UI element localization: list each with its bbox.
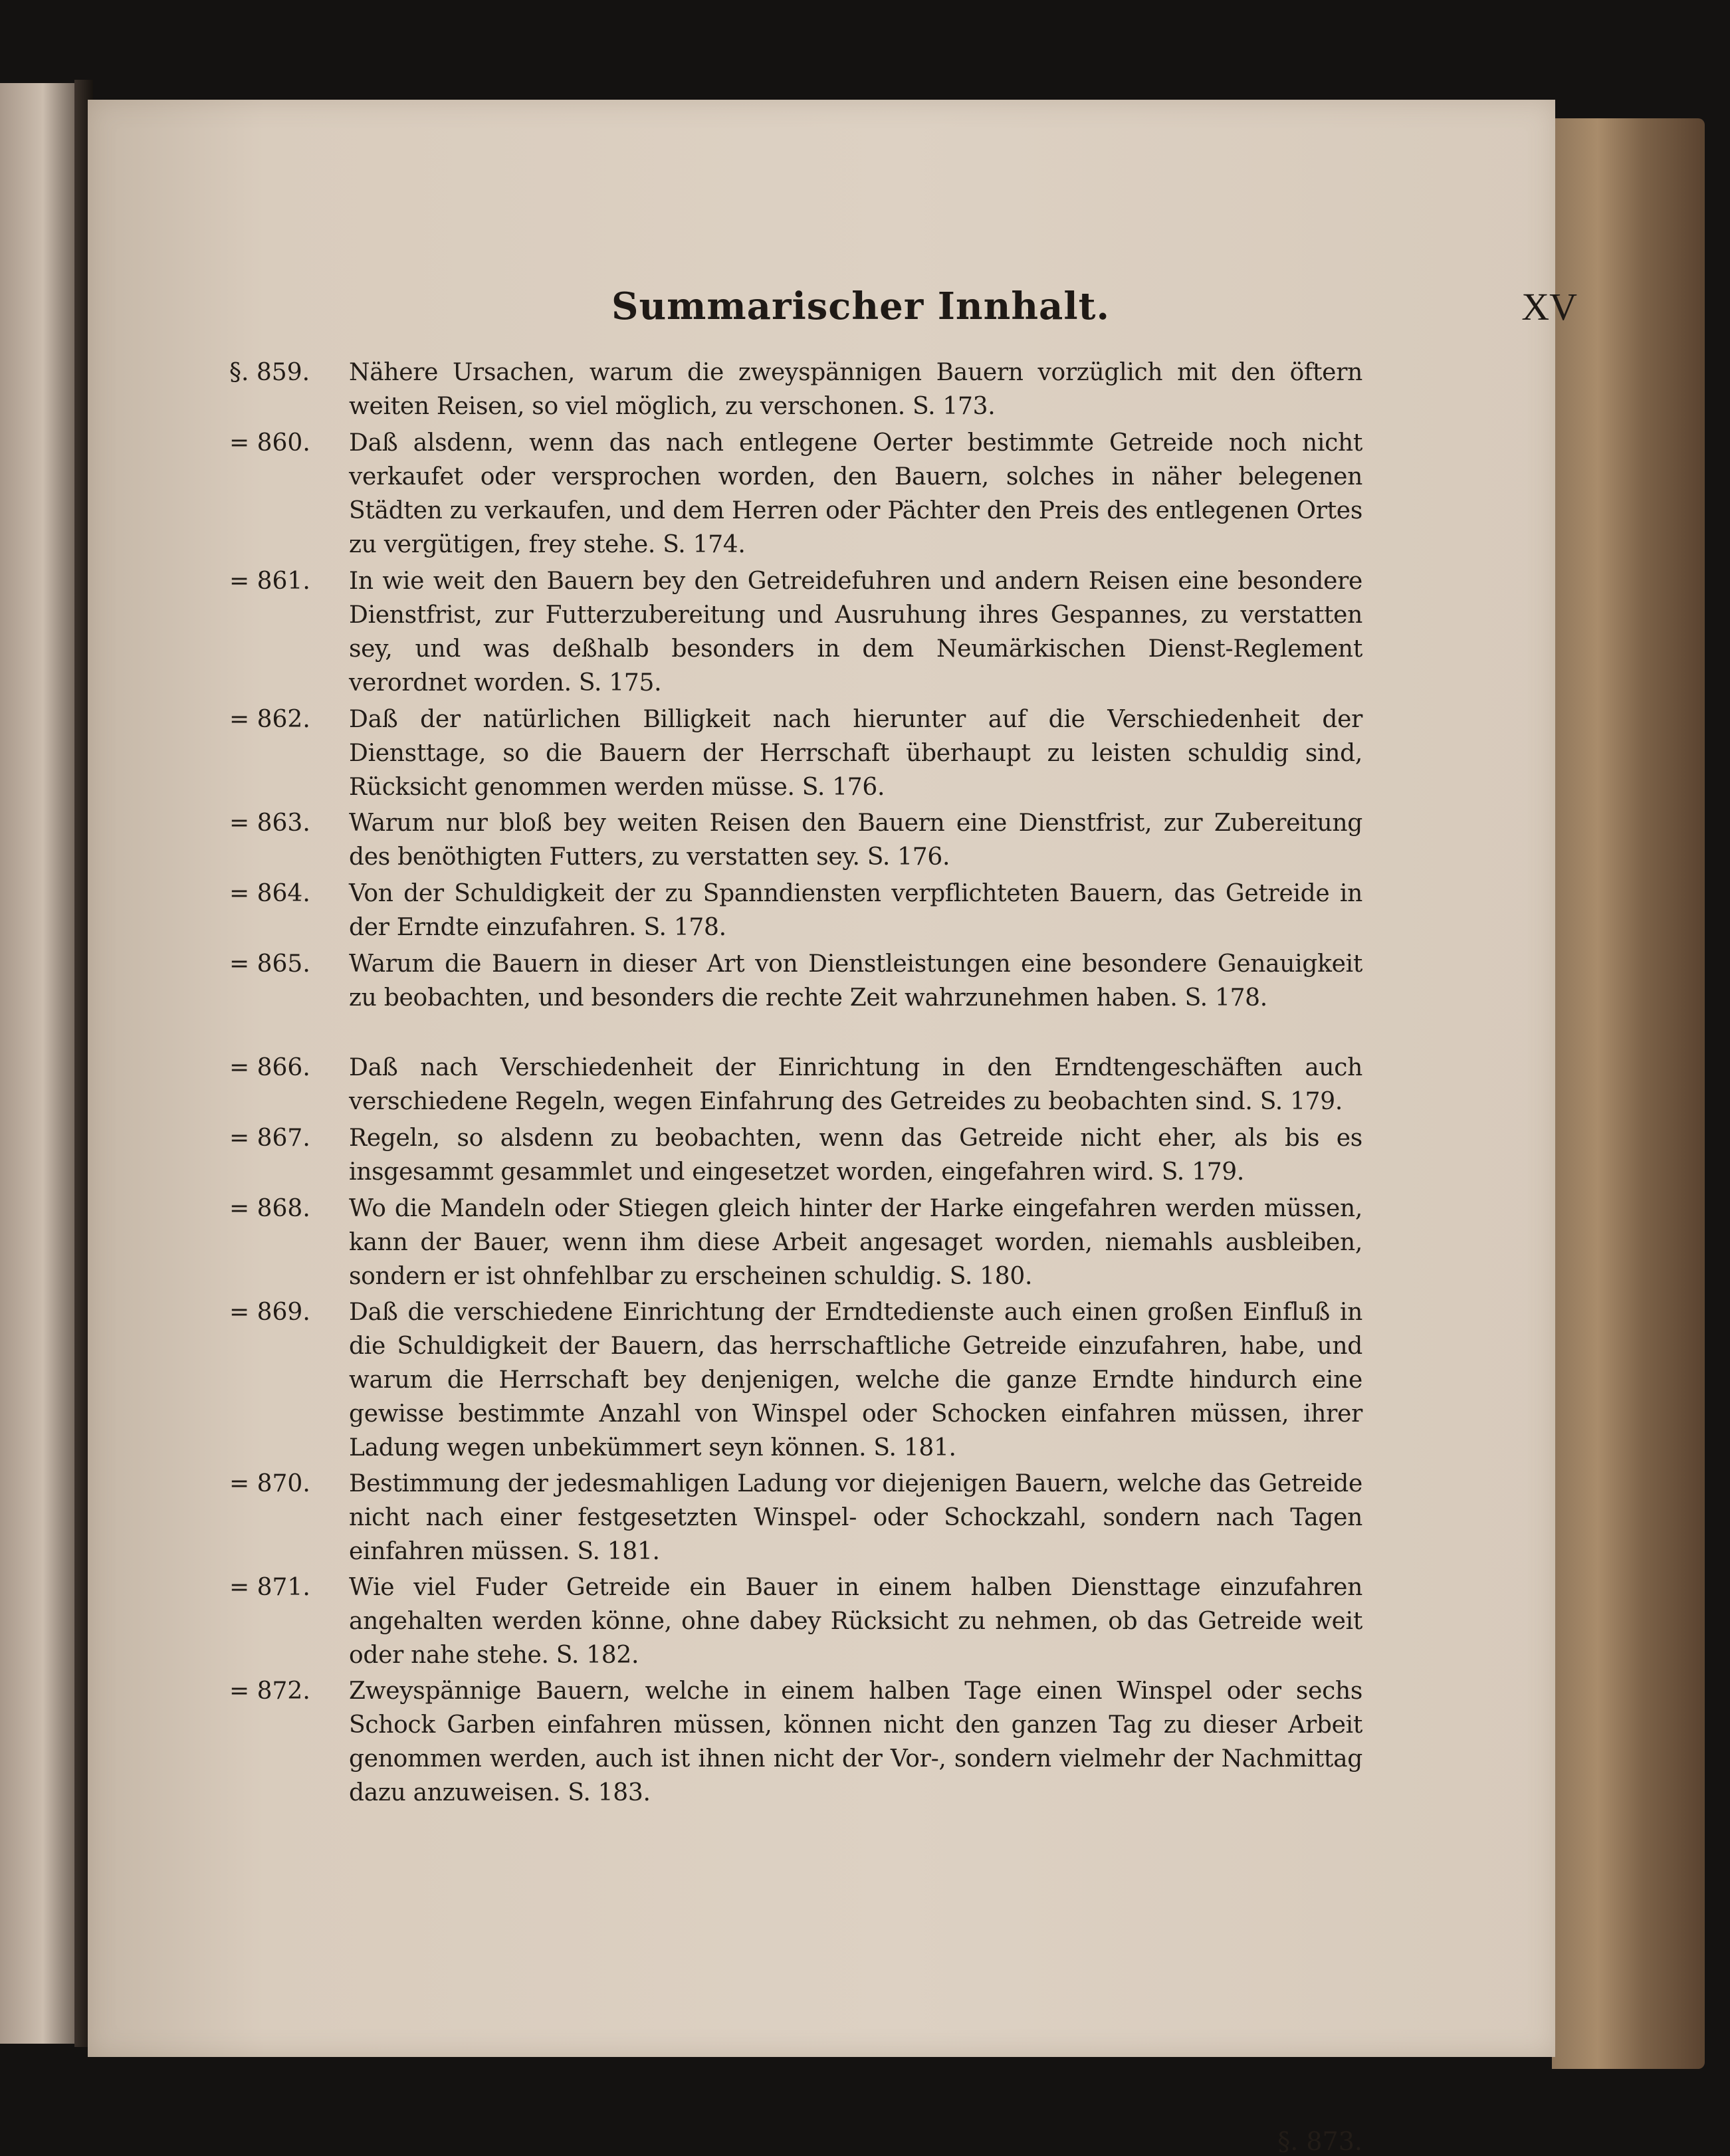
page-number: XV — [1521, 285, 1577, 328]
section-number: = 861. — [229, 568, 310, 595]
left-page-edge — [0, 83, 78, 2044]
section-summary: Nähere Ursachen, warum die zweyspännigen Bauern vorzüglich mit den öftern weiten Reisen, so viel möglich, zu verschonen. S. 173. — [349, 359, 1362, 420]
section-number: = 860. — [229, 429, 310, 457]
section-summary: Daß die verschiedene Einrichtung der Erndtedienste auch einen großen Einfluß in die Schuldigkeit der Bauern, das herrschaftliche Getreide einzufahren, habe, und warum die Herrschaft bey denjenigen, welche die ganze Erndte hindurch eine gewisse bestimmte Anzahl von Winspel oder Schocken einfahren müssen, ihrer Ladung wegen unbekümmert seyn können. S. 181. — [349, 1299, 1362, 1461]
section-summary: Daß der natürlichen Billigkeit nach hierunter auf die Verschiedenheit der Diensttage, so die Bauern der Herrschaft überhaupt zu leisten schuldig sind, Rücksicht genommen werden müsse. S. 176. — [349, 706, 1362, 801]
list-item — [229, 806, 1362, 875]
section-summary: Daß alsdenn, wenn das nach entlegene Oerter bestimmte Getreide noch nicht verkaufet oder versprochen worden, den Bauern, solches in näher belegenen Städten zu verkaufen, und dem Herren oder Pächter den Preis des entlegenen Ortes zu vergütigen, frey stehe. S. 174. — [349, 429, 1362, 558]
list-item — [229, 702, 1362, 805]
list-item — [229, 564, 1362, 701]
section-summary: In wie weit den Bauern bey den Getreidefuhren und andern Reisen eine besondere Dienstfrist, zur Futterzubereitung und Ausruhung ihres Gespannes, zu verstatten sey, und was deßhalb besonders in dem Neumärkischen Dienst-Reglement verordnet worden. S. 175. — [349, 568, 1362, 697]
list-item — [229, 1674, 1362, 1811]
section-summary: Von der Schuldigkeit der zu Spanndiensten verpflichteten Bauern, das Getreide in der Erndte einzufahren. S. 178. — [349, 880, 1362, 941]
section-number: = 869. — [229, 1299, 310, 1326]
section-summary: Wo die Mandeln oder Stiegen gleich hinter der Harke eingefahren werden müssen, kann der Bauer, wenn ihm diese Arbeit angesaget worden, niemahls ausbleiben, sondern er ist ohnfehlbar zu erscheinen schuldig. S. 180. — [349, 1195, 1362, 1290]
page-header — [346, 284, 1577, 338]
list-item — [229, 1051, 1362, 1120]
section-number: = 871. — [229, 1574, 310, 1601]
section-summary: Regeln, so alsdenn zu beobachten, wenn das Getreide nicht eher, als bis es insgesammt gesammlet und eingesetzet worden, eingefahren wird. S. 179. — [349, 1125, 1362, 1186]
section-number: = 864. — [229, 880, 310, 907]
list-item — [229, 877, 1362, 946]
running-title: Summarischer Innhalt. — [611, 284, 1110, 328]
list-item — [229, 1295, 1362, 1465]
section-number: = 863. — [229, 809, 310, 837]
section-number: §. 859. — [229, 359, 310, 386]
list-item — [229, 1192, 1362, 1294]
section-summary: Wie viel Fuder Getreide ein Bauer in einem halben Diensttage einzufahren angehalten werden könne, ohne dabey Rücksicht zu nehmen, ob das Getreide weit oder nahe stehe. S. 182. — [349, 1574, 1362, 1669]
section-number: = 866. — [229, 1054, 310, 1081]
list-item — [229, 356, 1362, 425]
section-number: = 865. — [229, 950, 310, 978]
catchword: §. 873. — [1277, 2127, 1362, 2156]
section-summary: Warum die Bauern in dieser Art von Dienstleistungen eine besondere Genauigkeit zu beobachten, und besonders die rechte Zeit wahrzunehmen haben. S. 178. — [349, 950, 1362, 1012]
section-number: = 868. — [229, 1195, 310, 1222]
section-number: = 862. — [229, 706, 310, 733]
section-summary: Zweyspännige Bauern, welche in einem halben Tage einen Winspel oder sechs Schock Garben einfahren müssen, können nicht den ganzen Tag zu dieser Arbeit genommen werden, auch ist ihnen nicht der Vor-, sondern vielmehr der Nachmittag dazu anzuweisen. S. 183. — [349, 1677, 1362, 1806]
section-number: = 870. — [229, 1470, 310, 1497]
section-number: = 867. — [229, 1125, 310, 1152]
section-summary: Daß nach Verschiedenheit der Einrichtung in den Erndtengeschäften auch verschiedene Regeln, wegen Einfahrung des Getreides zu beobachten sind. S. 179. — [349, 1054, 1362, 1115]
list-item — [229, 1467, 1362, 1569]
book-cover-edge — [1552, 118, 1705, 2069]
list-item — [229, 426, 1362, 563]
list-item — [229, 1570, 1362, 1673]
table-of-contents — [229, 356, 1362, 2156]
section-summary: Bestimmung der jedesmahligen Ladung vor diejenigen Bauern, welche das Getreide nicht nach einer festgesetzten Winspel- oder Schockzahl, sondern nach Tagen einfahren müssen. S. 181. — [349, 1470, 1362, 1565]
list-item — [229, 1121, 1362, 1190]
section-summary: Warum nur bloß bey weiten Reisen den Bauern eine Dienstfrist, zur Zubereitung des benöthigten Futters, zu verstatten sey. S. 176. — [349, 809, 1362, 871]
list-item — [229, 947, 1362, 1049]
section-number: = 872. — [229, 1677, 310, 1705]
